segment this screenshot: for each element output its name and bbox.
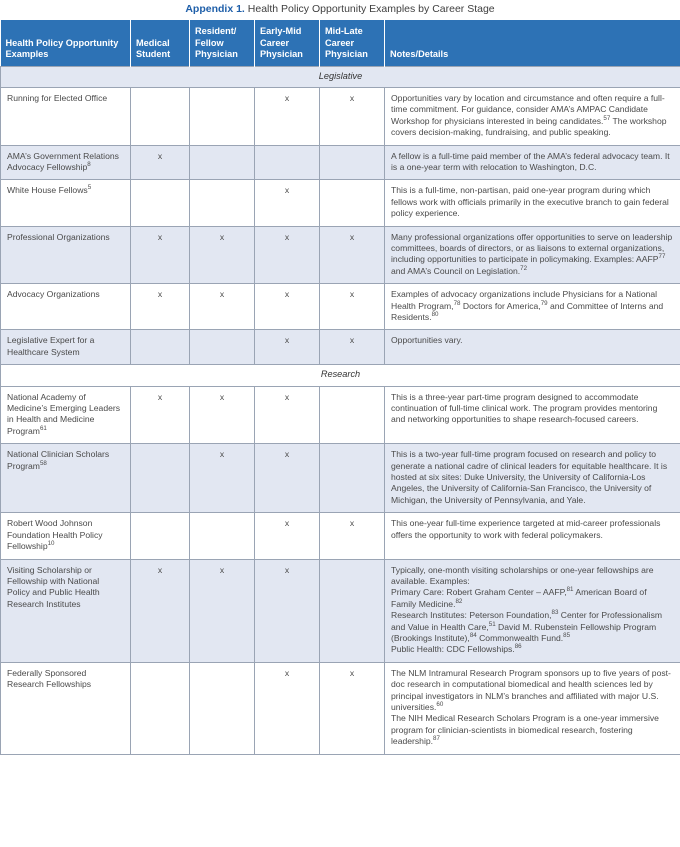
opportunity-label: Professional Organizations: [1, 226, 131, 284]
table-row: [1, 386, 680, 444]
mark-resident-fellow: [190, 145, 255, 180]
mark-medical-student: x: [131, 386, 190, 444]
table-row: [1, 87, 680, 145]
table-row: [1, 226, 680, 284]
mark-early-mid-career: x: [255, 386, 320, 444]
mark-resident-fellow: [190, 662, 255, 754]
footnote-ref: 51: [488, 620, 496, 628]
footnote-ref: 60: [436, 701, 444, 709]
mark-medical-student: x: [131, 226, 190, 284]
table-row: [1, 180, 680, 226]
notes-details: This is a full-time, non-partisan, paid one-year program during which fellows work with officials primarily in the executive branch to gain federal policy experience.: [385, 180, 680, 226]
footnote-ref: 80: [431, 311, 439, 319]
section-row: [1, 365, 680, 386]
mark-early-mid-career: x: [255, 87, 320, 145]
opportunity-label: Legislative Expert for a Healthcare System: [1, 330, 131, 365]
opportunity-label: AMA’s Government Relations Advocacy Fellowship$^8$: [1, 145, 131, 180]
col-header-medical-student: Medical Student: [131, 20, 190, 66]
table-caption: [0, 0, 680, 20]
mark-resident-fellow: x: [190, 284, 255, 330]
mark-mid-late-career: x: [320, 662, 385, 754]
mark-early-mid-career: x: [255, 330, 320, 365]
mark-resident-fellow: [190, 180, 255, 226]
mark-resident-fellow: x: [190, 386, 255, 444]
mark-medical-student: [131, 444, 190, 513]
footnote-ref: 61: [39, 424, 47, 432]
col-header-mid-late-career: Mid-Late Career Physician: [320, 20, 385, 66]
col-header-opportunity: Health Policy Opportunity Examples: [1, 20, 131, 66]
opportunity-label: Robert Wood Johnson Foundation Health Policy Fellowship$^{10}$: [1, 513, 131, 559]
footnote-ref: 82: [455, 597, 463, 605]
table-row: [1, 662, 680, 754]
footnote-ref: 84: [469, 632, 477, 640]
opportunity-label: White House Fellows$^5$: [1, 180, 131, 226]
mark-mid-late-career: x: [320, 87, 385, 145]
table-row: [1, 330, 680, 365]
footnote-ref: 5: [87, 184, 92, 192]
table-row: [1, 444, 680, 513]
notes-details: This is a three-year part-time program designed to accommodate continuation of full-time clinical work. The program provides mentoring and networking opportunities to shape research-focused careers.: [385, 386, 680, 444]
notes-details: Opportunities vary.: [385, 330, 680, 365]
mark-mid-late-career: [320, 386, 385, 444]
mark-medical-student: [131, 180, 190, 226]
mark-early-mid-career: x: [255, 662, 320, 754]
footnote-ref: 72: [520, 264, 528, 272]
footnote-ref: 87: [433, 735, 440, 743]
footnote-ref: 78: [453, 299, 461, 307]
appendix-table: [0, 20, 680, 755]
mark-resident-fellow: [190, 330, 255, 365]
mark-medical-student: [131, 87, 190, 145]
mark-resident-fellow: x: [190, 444, 255, 513]
mark-medical-student: [131, 330, 190, 365]
mark-medical-student: x: [131, 559, 190, 662]
notes-details: Typically, one-month visiting scholarships or one-year fellowships are available. Examples: Primary Care: Robert Graham Center – AAFP,$^{81}$ American Board of Family Medicine.$^{82}$ Research Institutes: Peterson Foundation,$^{83}$ Center for Professionalism and Value in Health Care,$^{51}$ David M. Rubenstein Fellowship Program (Brookings Institute),$^{84}$ Commonwealth Fund.$^{85}$ Public Health: CDC Fellowships.$^{86}$: [385, 559, 680, 662]
table-row: [1, 559, 680, 662]
mark-early-mid-career: x: [255, 559, 320, 662]
header-row: [1, 20, 680, 66]
footnote-ref: 58: [39, 459, 47, 467]
table-head: [1, 20, 680, 66]
table-body: [1, 66, 680, 754]
opportunity-label: National Academy of Medicine’s Emerging Leaders in Health and Medicine Program$^{61}$: [1, 386, 131, 444]
mark-early-mid-career: [255, 145, 320, 180]
opportunity-label: Visiting Scholarship or Fellowship with National Policy and Public Health Research Institutes: [1, 559, 131, 662]
table-row: [1, 284, 680, 330]
mark-early-mid-career: x: [255, 180, 320, 226]
footnote-ref: 85: [563, 632, 571, 640]
mark-medical-student: x: [131, 284, 190, 330]
notes-details: Examples of advocacy organizations include Physicians for a National Health Program,$^{78}$ Doctors for America,$^{79}$ and Committee of Interns and Residents.$^{80}$: [385, 284, 680, 330]
mark-early-mid-career: x: [255, 226, 320, 284]
mark-resident-fellow: x: [190, 226, 255, 284]
mark-resident-fellow: [190, 513, 255, 559]
footnote-ref: 79: [540, 299, 548, 307]
notes-details: This is a two-year full-time program focused on research and policy to generate a national cadre of clinical leaders for equitable healthcare. It is hosted at six sites: Duke University, the University of California-Los Angeles, the University of California-San Francisco, the University of Michigan, the University of Pennsylvania, and Yale.: [385, 444, 680, 513]
notes-details: The NLM Intramural Research Program sponsors up to five years of post-doc research in computational biomedical and health sciences led by principal investigators in NLM’s branches and affiliated with major U.S. universities.$^{60}$ The NIH Medical Research Scholars Program is a one-year immersive program for clinician-scientists in biomedical research, fostering leadership.$^{87}$: [385, 662, 680, 754]
mark-early-mid-career: x: [255, 284, 320, 330]
footnote-ref: 83: [551, 609, 559, 617]
mark-mid-late-career: x: [320, 226, 385, 284]
footnote-ref: 8: [87, 161, 91, 169]
section-title: Legislative: [1, 66, 680, 87]
mark-mid-late-career: x: [320, 284, 385, 330]
footnote-ref: 81: [566, 586, 574, 594]
table-row: [1, 513, 680, 559]
opportunity-label: Advocacy Organizations: [1, 284, 131, 330]
footnote-ref: 10: [47, 540, 55, 548]
section-title: Research: [1, 365, 680, 386]
table-row: [1, 145, 680, 180]
caption-label: Appendix 1.: [185, 3, 245, 15]
caption-text: Health Policy Opportunity Examples by Career Stage: [244, 3, 495, 15]
section-row: [1, 66, 680, 87]
mark-mid-late-career: [320, 444, 385, 513]
col-header-early-mid-career: Early-Mid Career Physician: [255, 20, 320, 66]
mark-early-mid-career: x: [255, 513, 320, 559]
footnote-ref: 57: [603, 114, 611, 122]
mark-mid-late-career: x: [320, 330, 385, 365]
opportunity-label: Federally Sponsored Research Fellowships: [1, 662, 131, 754]
mark-medical-student: x: [131, 145, 190, 180]
footnote-ref: 77: [658, 253, 666, 261]
mark-mid-late-career: [320, 145, 385, 180]
mark-early-mid-career: x: [255, 444, 320, 513]
mark-medical-student: [131, 662, 190, 754]
footnote-ref: 86: [514, 643, 522, 651]
notes-details: Many professional organizations offer opportunities to serve on leadership committees, boards of directors, or as liaisons to external organizations, including opportunities to participate in policymaking. Examples: AAFP$^{77}$ and AMA’s Council on Legislation.$^{72}$: [385, 226, 680, 284]
opportunity-label: Running for Elected Office: [1, 87, 131, 145]
mark-mid-late-career: [320, 559, 385, 662]
col-header-notes: Notes/Details: [385, 20, 680, 66]
mark-resident-fellow: x: [190, 559, 255, 662]
notes-details: Opportunities vary by location and circumstance and often require a full-time commitment. For guidance, consider AMA’s AMPAC Candidate Workshop for physicians interested in being candidates.$^{57}$ The workshop covers decision-making, fundraising, and public speaking.: [385, 87, 680, 145]
mark-mid-late-career: x: [320, 513, 385, 559]
mark-resident-fellow: [190, 87, 255, 145]
notes-details: This one-year full-time experience targeted at mid-career professionals offers the opportunity to work with federal policymakers.: [385, 513, 680, 559]
opportunity-label: National Clinician Scholars Program$^{58}$: [1, 444, 131, 513]
mark-mid-late-career: [320, 180, 385, 226]
col-header-resident-fellow: Resident/ Fellow Physician: [190, 20, 255, 66]
mark-medical-student: [131, 513, 190, 559]
notes-details: A fellow is a full-time paid member of the AMA’s federal advocacy team. It is a one-year term with relocation to Washington, D.C.: [385, 145, 680, 180]
